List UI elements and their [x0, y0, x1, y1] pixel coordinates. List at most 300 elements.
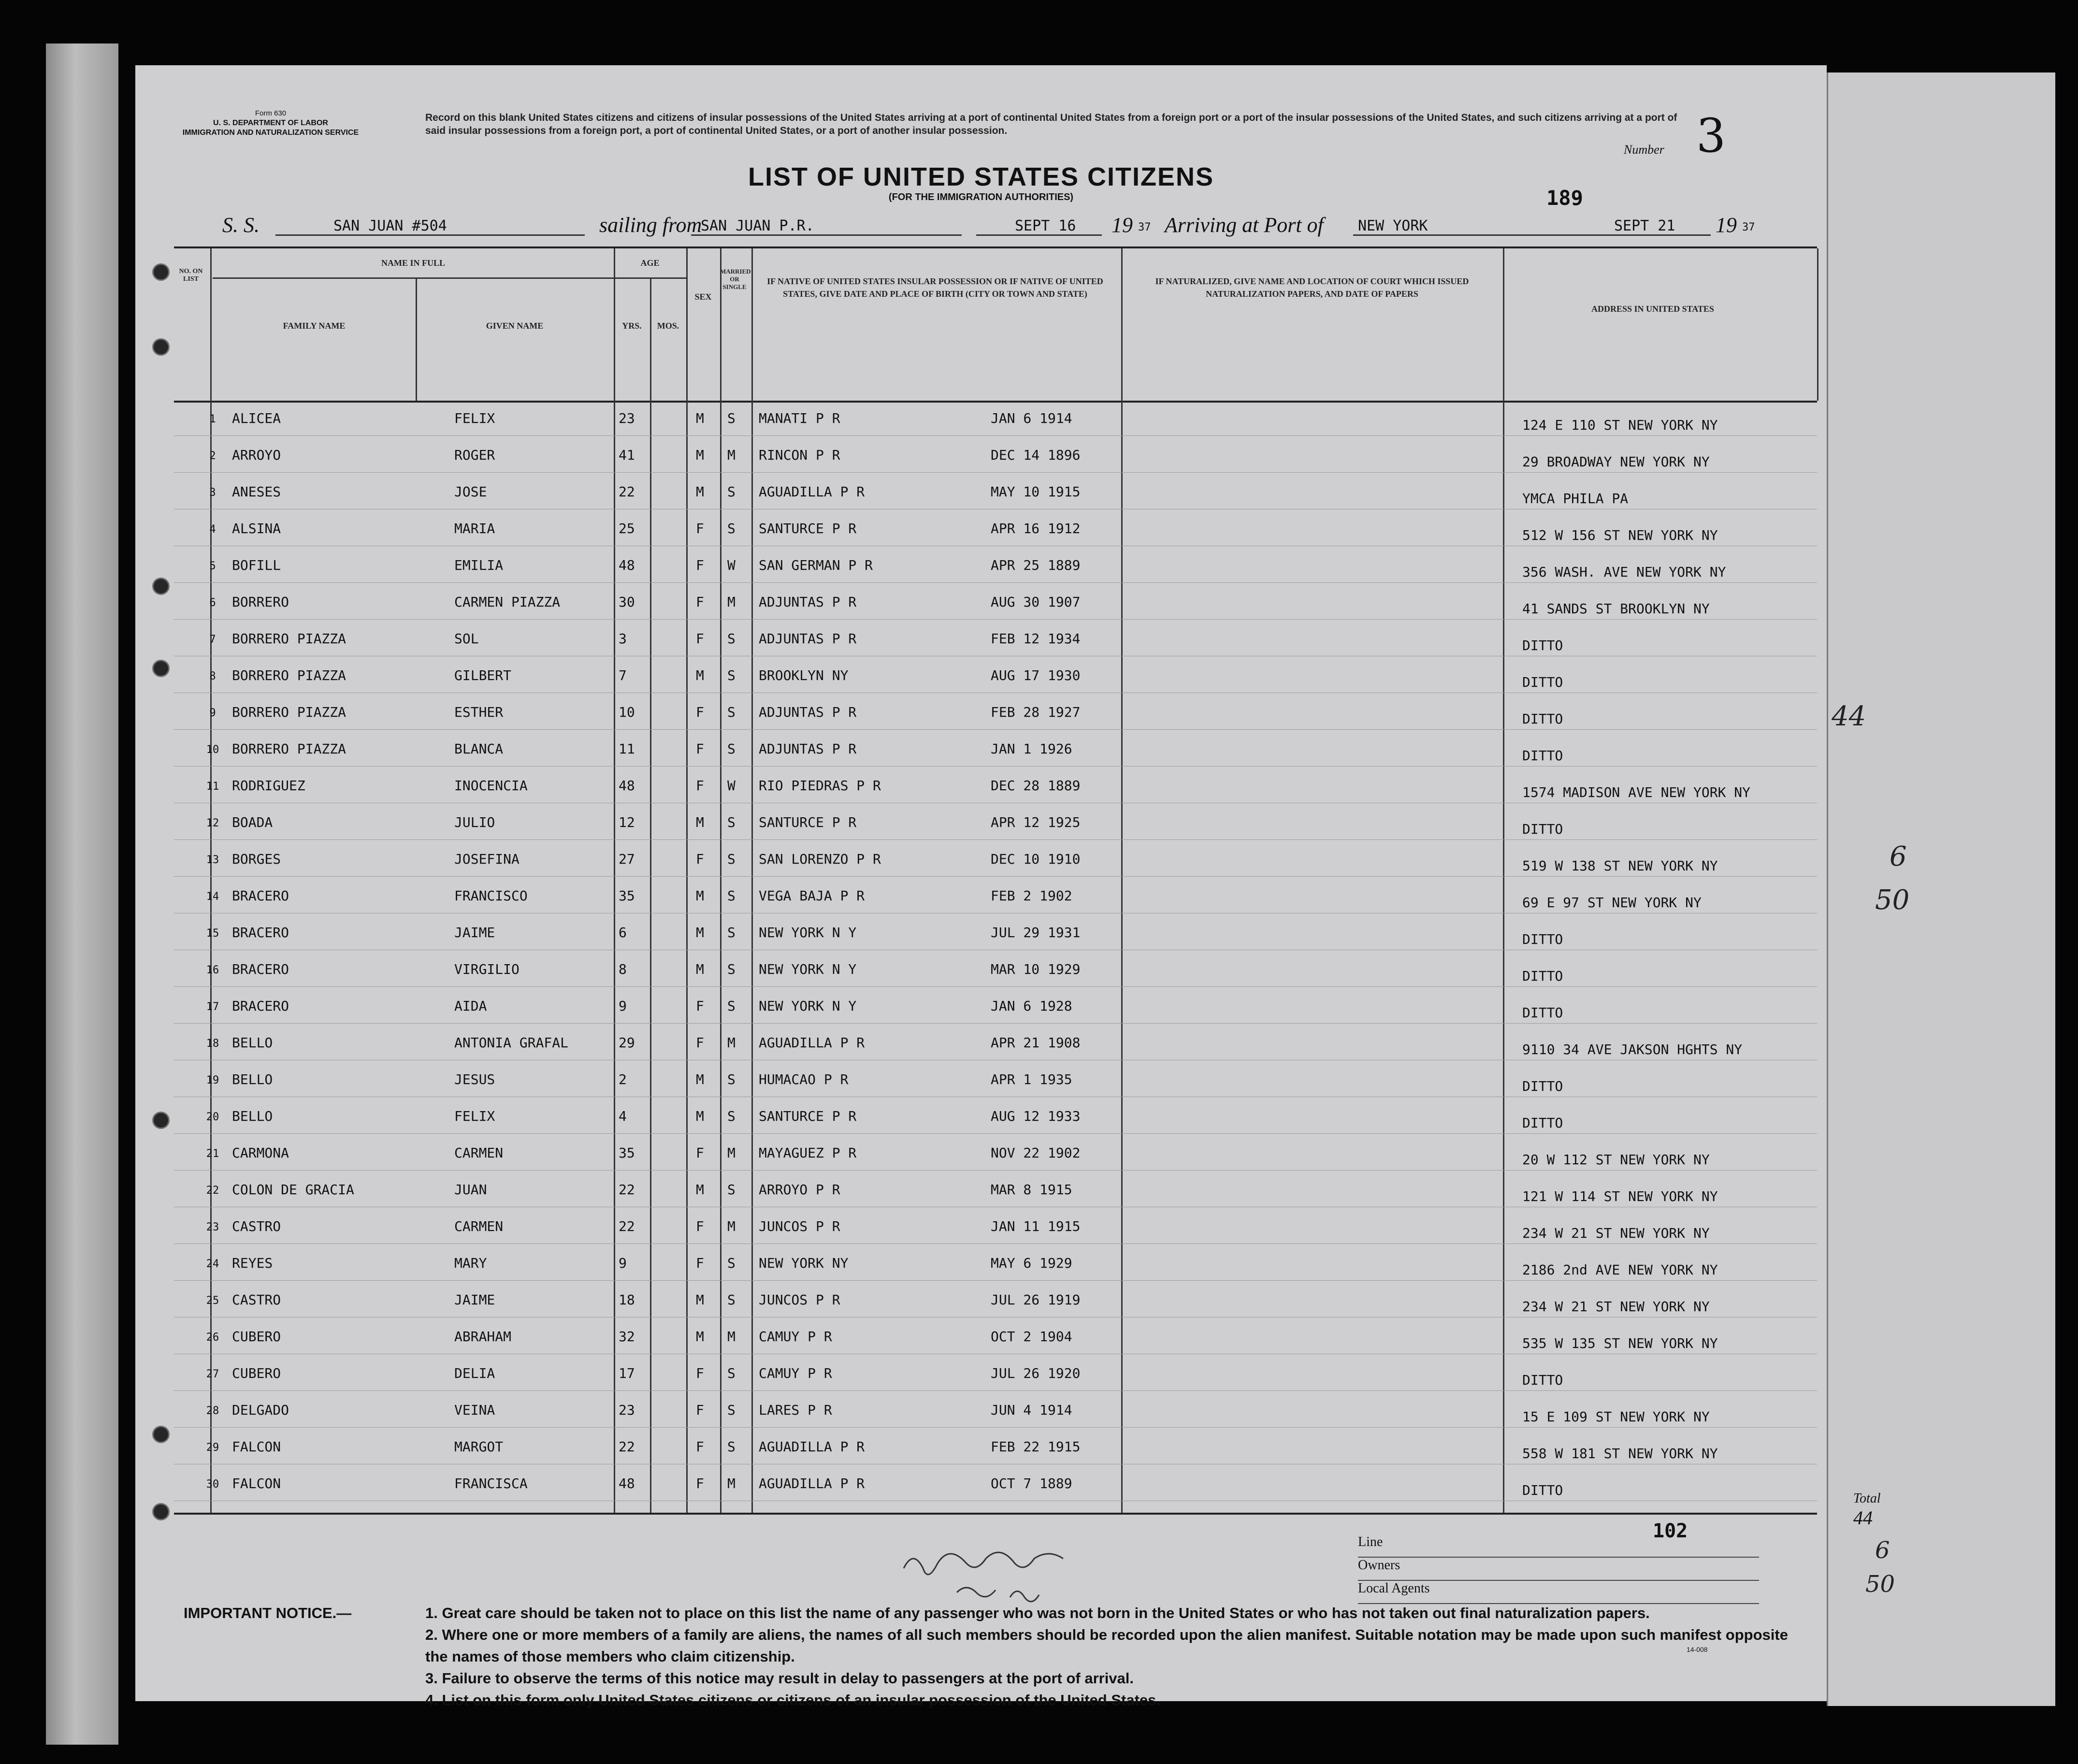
sex: F [696, 741, 704, 757]
age-years: 9 [619, 998, 627, 1014]
sex: F [696, 851, 704, 867]
marital-status: M [727, 1218, 736, 1234]
birth-date: OCT 7 1889 [991, 1475, 1072, 1491]
number-label: Number [1624, 143, 1664, 157]
birth-date: AUG 30 1907 [991, 594, 1081, 610]
given-name: DELIA [454, 1365, 495, 1381]
row-number: 8 [209, 670, 216, 682]
birth-date: FEB 22 1915 [991, 1439, 1081, 1455]
family-name: BELLO [232, 1108, 273, 1124]
sex: F [696, 631, 704, 647]
col-no: NO. ON LIST [179, 268, 203, 283]
sex: M [696, 1329, 704, 1345]
row-number: 1 [209, 413, 216, 425]
birth-place: ADJUNTAS P R [759, 704, 857, 720]
birth-place: SANTURCE P R [759, 521, 857, 536]
department: U. S. DEPARTMENT OF LABOR [213, 119, 328, 127]
age-years: 17 [619, 1365, 635, 1381]
table-row [174, 1060, 1817, 1097]
us-address: 558 W 181 ST NEW YORK NY [1522, 1446, 1718, 1461]
age-years: 27 [619, 851, 635, 867]
birth-place: RIO PIEDRAS P R [759, 778, 881, 794]
family-name: FALCON [232, 1475, 281, 1491]
punch-hole [152, 338, 170, 356]
departure-date: SEPT 16 [976, 217, 1102, 236]
table-row [174, 1427, 1817, 1464]
row-number: 20 [206, 1111, 219, 1123]
us-address: DITTO [1522, 1372, 1563, 1388]
margin-number-50: 50 [1875, 884, 1910, 916]
header-divider [213, 277, 614, 279]
us-address: DITTO [1522, 748, 1563, 764]
handwritten-189: 189 [1546, 186, 1583, 210]
given-name: MARGOT [454, 1439, 504, 1455]
marital-status: S [727, 998, 736, 1014]
arriving-label: Arriving at Port of [1165, 213, 1324, 237]
age-years: 41 [619, 447, 635, 463]
col-given: GIVEN NAME [486, 321, 544, 331]
sex: F [696, 1402, 704, 1418]
total-label: Total [1853, 1491, 1881, 1506]
table-row [174, 509, 1817, 546]
sex: M [696, 484, 704, 500]
count-stamp: 102 [1653, 1520, 1688, 1542]
birth-place: VEGA BAJA P R [759, 888, 865, 904]
sex: M [696, 961, 704, 977]
col-age: AGE [640, 258, 660, 268]
us-address: 124 E 110 ST NEW YORK NY [1522, 417, 1718, 433]
marital-status: M [727, 1329, 736, 1345]
us-address: 234 W 21 ST NEW YORK NY [1522, 1299, 1710, 1315]
marital-status: M [727, 594, 736, 610]
us-address: 512 W 156 ST NEW YORK NY [1522, 527, 1718, 543]
row-number: 6 [209, 597, 216, 609]
family-name: BELLO [232, 1071, 273, 1087]
manifest-page [135, 65, 1881, 1708]
table-row [174, 1097, 1817, 1134]
age-years: 48 [619, 557, 635, 573]
sex: M [696, 1292, 704, 1308]
sex: M [696, 410, 704, 426]
marital-status: W [727, 778, 736, 794]
age-years: 23 [619, 1402, 635, 1418]
row-number: 23 [206, 1221, 219, 1233]
sex: F [696, 1255, 704, 1271]
marital-status: S [727, 1292, 736, 1308]
col-rule [720, 248, 722, 401]
birth-date: APR 12 1925 [991, 814, 1081, 830]
birth-date: JUN 4 1914 [991, 1402, 1072, 1418]
birth-date: MAR 8 1915 [991, 1182, 1072, 1198]
family-name: CASTRO [232, 1218, 281, 1234]
family-name: BORRERO PIAZZA [232, 667, 346, 683]
notice-head: IMPORTANT NOTICE.— [184, 1605, 352, 1621]
row-number: 18 [206, 1038, 219, 1050]
us-address: 29 BROADWAY NEW YORK NY [1522, 454, 1710, 470]
marital-status: S [727, 1255, 736, 1271]
table-row [174, 582, 1817, 620]
family-name: COLON DE GRACIA [232, 1182, 354, 1198]
table-row [174, 619, 1817, 656]
given-name: INOCENCIA [454, 778, 528, 794]
birth-place: NEW YORK NY [759, 1255, 849, 1271]
col-naturalized: IF NATURALIZED, GIVE NAME AND LOCATION OF COURT WHICH ISSUED NATURALIZATION PAPERS, AND DATE OF PAPERS [1155, 276, 1469, 299]
age-years: 23 [619, 410, 635, 426]
marital-status: S [727, 888, 736, 904]
birth-place: JUNCOS P R [759, 1292, 840, 1308]
us-address: YMCA PHILA PA [1522, 491, 1629, 506]
year-1: 37 [1138, 221, 1151, 233]
us-address: 20 W 112 ST NEW YORK NY [1522, 1152, 1710, 1168]
sex: M [696, 925, 704, 940]
binder-strip [46, 43, 118, 1745]
notice-body [425, 1602, 1803, 1711]
age-years: 9 [619, 1255, 627, 1271]
year-prefix-2: 19 [1716, 213, 1737, 237]
col-family: FAMILY NAME [283, 321, 346, 331]
voyage-line [135, 213, 1827, 242]
col-sex: SEX [694, 292, 712, 302]
age-years: 22 [619, 1182, 635, 1198]
marital-status: S [727, 1108, 736, 1124]
table-header [174, 246, 1817, 403]
table-row [174, 399, 1817, 436]
table-row [174, 1354, 1817, 1391]
us-address: 234 W 21 ST NEW YORK NY [1522, 1225, 1710, 1241]
back-sheet [1827, 72, 2055, 1706]
given-name: MARY [454, 1255, 487, 1271]
family-name: BOFILL [232, 557, 281, 573]
year-2: 37 [1742, 221, 1755, 233]
birth-date: APR 21 1908 [991, 1035, 1081, 1051]
row-number: 9 [209, 707, 216, 719]
sex: M [696, 814, 704, 830]
birth-date: JAN 6 1914 [991, 410, 1072, 426]
family-name: ANESES [232, 484, 281, 500]
us-address: DITTO [1522, 931, 1563, 947]
us-address: DITTO [1522, 821, 1563, 837]
given-name: ROGER [454, 447, 495, 463]
marital-status: S [727, 1365, 736, 1381]
birth-place: ADJUNTAS P R [759, 741, 857, 757]
marital-status: S [727, 667, 736, 683]
us-address: DITTO [1522, 1005, 1563, 1021]
birth-place: MANATI P R [759, 410, 840, 426]
row-number: 25 [206, 1295, 219, 1307]
given-name: GILBERT [454, 667, 512, 683]
sex: F [696, 1365, 704, 1381]
given-name: BLANCA [454, 741, 504, 757]
us-address: DITTO [1522, 968, 1563, 984]
owners-field: Owners [1358, 1558, 1759, 1581]
marital-status: M [727, 1145, 736, 1161]
birth-place: SAN LORENZO P R [759, 851, 881, 867]
given-name: JUAN [454, 1182, 487, 1198]
total-note [1853, 1491, 1881, 1529]
marital-status: S [727, 1439, 736, 1455]
local-agents-field: Local Agents [1358, 1581, 1759, 1604]
row-number: 26 [206, 1331, 219, 1344]
table-row [174, 656, 1817, 693]
form-identifier [174, 109, 367, 138]
us-address: 519 W 138 ST NEW YORK NY [1522, 858, 1718, 874]
col-birth: IF NATIVE OF UNITED STATES INSULAR POSSESSION OR IF NATIVE OF UNITED STATES, GIVE DATE AND PLACE OF BIRTH (CITY OR TOWN AND STATE) [767, 276, 1103, 299]
given-name: AIDA [454, 998, 487, 1014]
marital-status: S [727, 704, 736, 720]
table-row [174, 1207, 1817, 1244]
birth-place: SAN GERMAN P R [759, 557, 873, 573]
family-name: CARMONA [232, 1145, 289, 1161]
row-number: 2 [209, 450, 216, 462]
row-number: 19 [206, 1074, 219, 1086]
row-number: 17 [206, 1001, 219, 1013]
sex: M [696, 1071, 704, 1087]
age-years: 3 [619, 631, 627, 647]
row-number: 14 [206, 891, 219, 903]
birth-place: AGUADILLA P R [759, 1475, 865, 1491]
family-name: REYES [232, 1255, 273, 1271]
birth-place: SANTURCE P R [759, 1108, 857, 1124]
margin-bottom-6: 6 [1875, 1537, 1890, 1564]
given-name: JAIME [454, 1292, 495, 1308]
us-address: 356 WASH. AVE NEW YORK NY [1522, 564, 1726, 580]
us-address: 535 W 135 ST NEW YORK NY [1522, 1335, 1718, 1351]
birth-date: FEB 28 1927 [991, 704, 1081, 720]
col-rule [650, 277, 651, 401]
us-address: 2186 2nd AVE NEW YORK NY [1522, 1262, 1718, 1278]
row-number: 15 [206, 927, 219, 940]
given-name: JESUS [454, 1071, 495, 1087]
given-name: CARMEN PIAZZA [454, 594, 561, 610]
table-row [174, 1280, 1817, 1317]
given-name: MARIA [454, 521, 495, 536]
marital-status: M [727, 1475, 736, 1491]
marital-status: S [727, 410, 736, 426]
notice-item: 4. List on this form only United States citizens or citizens of an insular possession of the United States. [425, 1692, 1160, 1708]
birth-place: HUMACAO P R [759, 1071, 849, 1087]
birth-place: MAYAGUEZ P R [759, 1145, 857, 1161]
age-years: 29 [619, 1035, 635, 1051]
margin-number-44: 44 [1832, 701, 1866, 732]
marital-status: S [727, 1402, 736, 1418]
col-rule [1121, 248, 1123, 401]
total-value: 44 [1853, 1507, 1873, 1529]
birth-date: OCT 2 1904 [991, 1329, 1072, 1345]
table-row [174, 729, 1817, 766]
birth-place: ADJUNTAS P R [759, 631, 857, 647]
arrival-port: NEW YORK [1353, 217, 1556, 236]
given-name: JOSEFINA [454, 851, 520, 867]
birth-date: JAN 1 1926 [991, 741, 1072, 757]
sex: F [696, 1475, 704, 1491]
birth-place: ADJUNTAS P R [759, 594, 857, 610]
table-row [174, 1133, 1817, 1171]
age-years: 22 [619, 1439, 635, 1455]
us-address: 1574 MADISON AVE NEW YORK NY [1522, 784, 1751, 800]
punch-hole [152, 263, 170, 281]
birth-place: AGUADILLA P R [759, 1035, 865, 1051]
us-address: 121 W 114 ST NEW YORK NY [1522, 1188, 1718, 1204]
family-name: BORRERO PIAZZA [232, 704, 346, 720]
age-years: 22 [619, 484, 635, 500]
row-number: 22 [206, 1185, 219, 1197]
birth-date: FEB 12 1934 [991, 631, 1081, 647]
year-prefix-1: 19 [1111, 213, 1133, 237]
col-rule [751, 248, 753, 401]
family-name: ALICEA [232, 410, 281, 426]
instructions-text: Record on this blank United States citizens and citizens of insular possessions of the United States arriving at a port of continental United States from a foreign port or a port of the insular possessions of the United States, and such citizens arriving at a port of said insular possessions from a foreign port, a port of continental United States, or a port of another insular possession. [425, 112, 1677, 136]
birth-date: APR 1 1935 [991, 1071, 1072, 1087]
sex: F [696, 1035, 704, 1051]
given-name: JAIME [454, 925, 495, 940]
sex: F [696, 1145, 704, 1161]
col-rule [686, 248, 688, 401]
birth-place: ARROYO P R [759, 1182, 840, 1198]
form-code: 14-008 [1687, 1646, 1708, 1653]
marital-status: S [727, 631, 736, 647]
sex: F [696, 998, 704, 1014]
sex: M [696, 667, 704, 683]
col-rule [614, 248, 615, 401]
form-number: Form 630 [255, 109, 287, 117]
sex: F [696, 1218, 704, 1234]
family-name: ARROYO [232, 447, 281, 463]
row-number: 12 [206, 817, 219, 829]
family-name: FALCON [232, 1439, 281, 1455]
marital-status: S [727, 741, 736, 757]
us-address: DITTO [1522, 637, 1563, 653]
margin-bottom-50: 50 [1865, 1571, 1895, 1598]
birth-date: APR 25 1889 [991, 557, 1081, 573]
marital-status: S [727, 961, 736, 977]
family-name: DELGADO [232, 1402, 289, 1418]
age-years: 30 [619, 594, 635, 610]
family-name: BRACERO [232, 998, 289, 1014]
birth-date: MAR 10 1929 [991, 961, 1081, 977]
col-rule [416, 277, 417, 401]
service: IMMIGRATION AND NATURALIZATION SERVICE [182, 129, 359, 137]
sex: M [696, 888, 704, 904]
sex: M [696, 1108, 704, 1124]
marital-status: S [727, 1182, 736, 1198]
table-row [174, 803, 1817, 840]
birth-date: FEB 2 1902 [991, 888, 1072, 904]
passenger-table [174, 399, 1817, 1515]
table-row [174, 1464, 1817, 1501]
given-name: SOL [454, 631, 479, 647]
age-years: 4 [619, 1108, 627, 1124]
sailing-label: sailing from [599, 213, 702, 237]
family-name: CUBERO [232, 1329, 281, 1345]
given-name: JULIO [454, 814, 495, 830]
col-rule [210, 248, 212, 401]
table-row [174, 950, 1817, 987]
col-rule [1817, 248, 1818, 401]
table-row [174, 913, 1817, 950]
age-years: 7 [619, 667, 627, 683]
birth-date: JUL 26 1920 [991, 1365, 1081, 1381]
us-address: DITTO [1522, 1482, 1563, 1498]
row-number: 5 [209, 560, 216, 572]
page-subtitle: (FOR THE IMMIGRATION AUTHORITIES) [888, 192, 1074, 202]
given-name: FELIX [454, 410, 495, 426]
departure-port: SAN JUAN P.R. [691, 217, 962, 236]
given-name: ABRAHAM [454, 1329, 512, 1345]
us-address: DITTO [1522, 1115, 1563, 1131]
family-name: BRACERO [232, 888, 289, 904]
family-name: BORRERO PIAZZA [232, 741, 346, 757]
row-number: 24 [206, 1258, 219, 1270]
table-row [174, 1170, 1817, 1207]
family-name: BELLO [232, 1035, 273, 1051]
ss-label: S. S. [222, 213, 260, 237]
given-name: CARMEN [454, 1218, 504, 1234]
notice-item: 2. Where one or more members of a family are aliens, the names of all such members should be recorded upon the alien manifest. Suitable notation may be made upon such manifest opposite the names of those members who claim citizenship. [425, 1626, 1788, 1665]
birth-date: AUG 17 1930 [991, 667, 1081, 683]
us-address: 15 E 109 ST NEW YORK NY [1522, 1409, 1710, 1425]
row-number: 29 [206, 1442, 219, 1454]
row-number: 11 [206, 781, 219, 793]
sex: F [696, 1439, 704, 1455]
family-name: ALSINA [232, 521, 281, 536]
age-years: 10 [619, 704, 635, 720]
birth-date: JAN 6 1928 [991, 998, 1072, 1014]
row-number: 16 [206, 964, 219, 976]
list-number [1624, 109, 1726, 163]
col-rule [1503, 248, 1504, 401]
table-row [174, 839, 1817, 877]
given-name: ESTHER [454, 704, 504, 720]
marital-status: M [727, 447, 736, 463]
marital-status: S [727, 1071, 736, 1087]
row-number: 28 [206, 1405, 219, 1417]
birth-place: SANTURCE P R [759, 814, 857, 830]
given-name: VIRGILIO [454, 961, 520, 977]
given-name: JOSE [454, 484, 487, 500]
table-row [174, 1317, 1817, 1354]
birth-date: JAN 11 1915 [991, 1218, 1081, 1234]
given-name: VEINA [454, 1402, 495, 1418]
family-name: RODRIGUEZ [232, 778, 305, 794]
us-address: 41 SANDS ST BROOKLYN NY [1522, 601, 1710, 617]
sex: F [696, 778, 704, 794]
ship-name: SAN JUAN #504 [275, 217, 585, 236]
table-row [174, 1390, 1817, 1428]
line-field: Line [1358, 1534, 1759, 1558]
birth-place: JUNCOS P R [759, 1218, 840, 1234]
arrival-date: SEPT 21 [1556, 217, 1711, 236]
birth-date: AUG 12 1933 [991, 1108, 1081, 1124]
row-number: 13 [206, 854, 219, 866]
family-name: BORRERO PIAZZA [232, 631, 346, 647]
age-years: 32 [619, 1329, 635, 1345]
sex: F [696, 594, 704, 610]
us-address: DITTO [1522, 711, 1563, 727]
row-number: 21 [206, 1148, 219, 1160]
col-yrs: YRS. [622, 321, 642, 331]
marital-status: S [727, 925, 736, 940]
us-address: DITTO [1522, 1078, 1563, 1094]
birth-place: BROOKLYN NY [759, 667, 849, 683]
sex: F [696, 521, 704, 536]
marital-status: S [727, 814, 736, 830]
punch-hole [152, 660, 170, 677]
marital-status: W [727, 557, 736, 573]
col-mos: MOS. [657, 321, 679, 331]
page-title: LIST OF UNITED STATES CITIZENS [748, 162, 1214, 191]
us-address: DITTO [1522, 674, 1563, 690]
table-row [174, 1023, 1817, 1060]
